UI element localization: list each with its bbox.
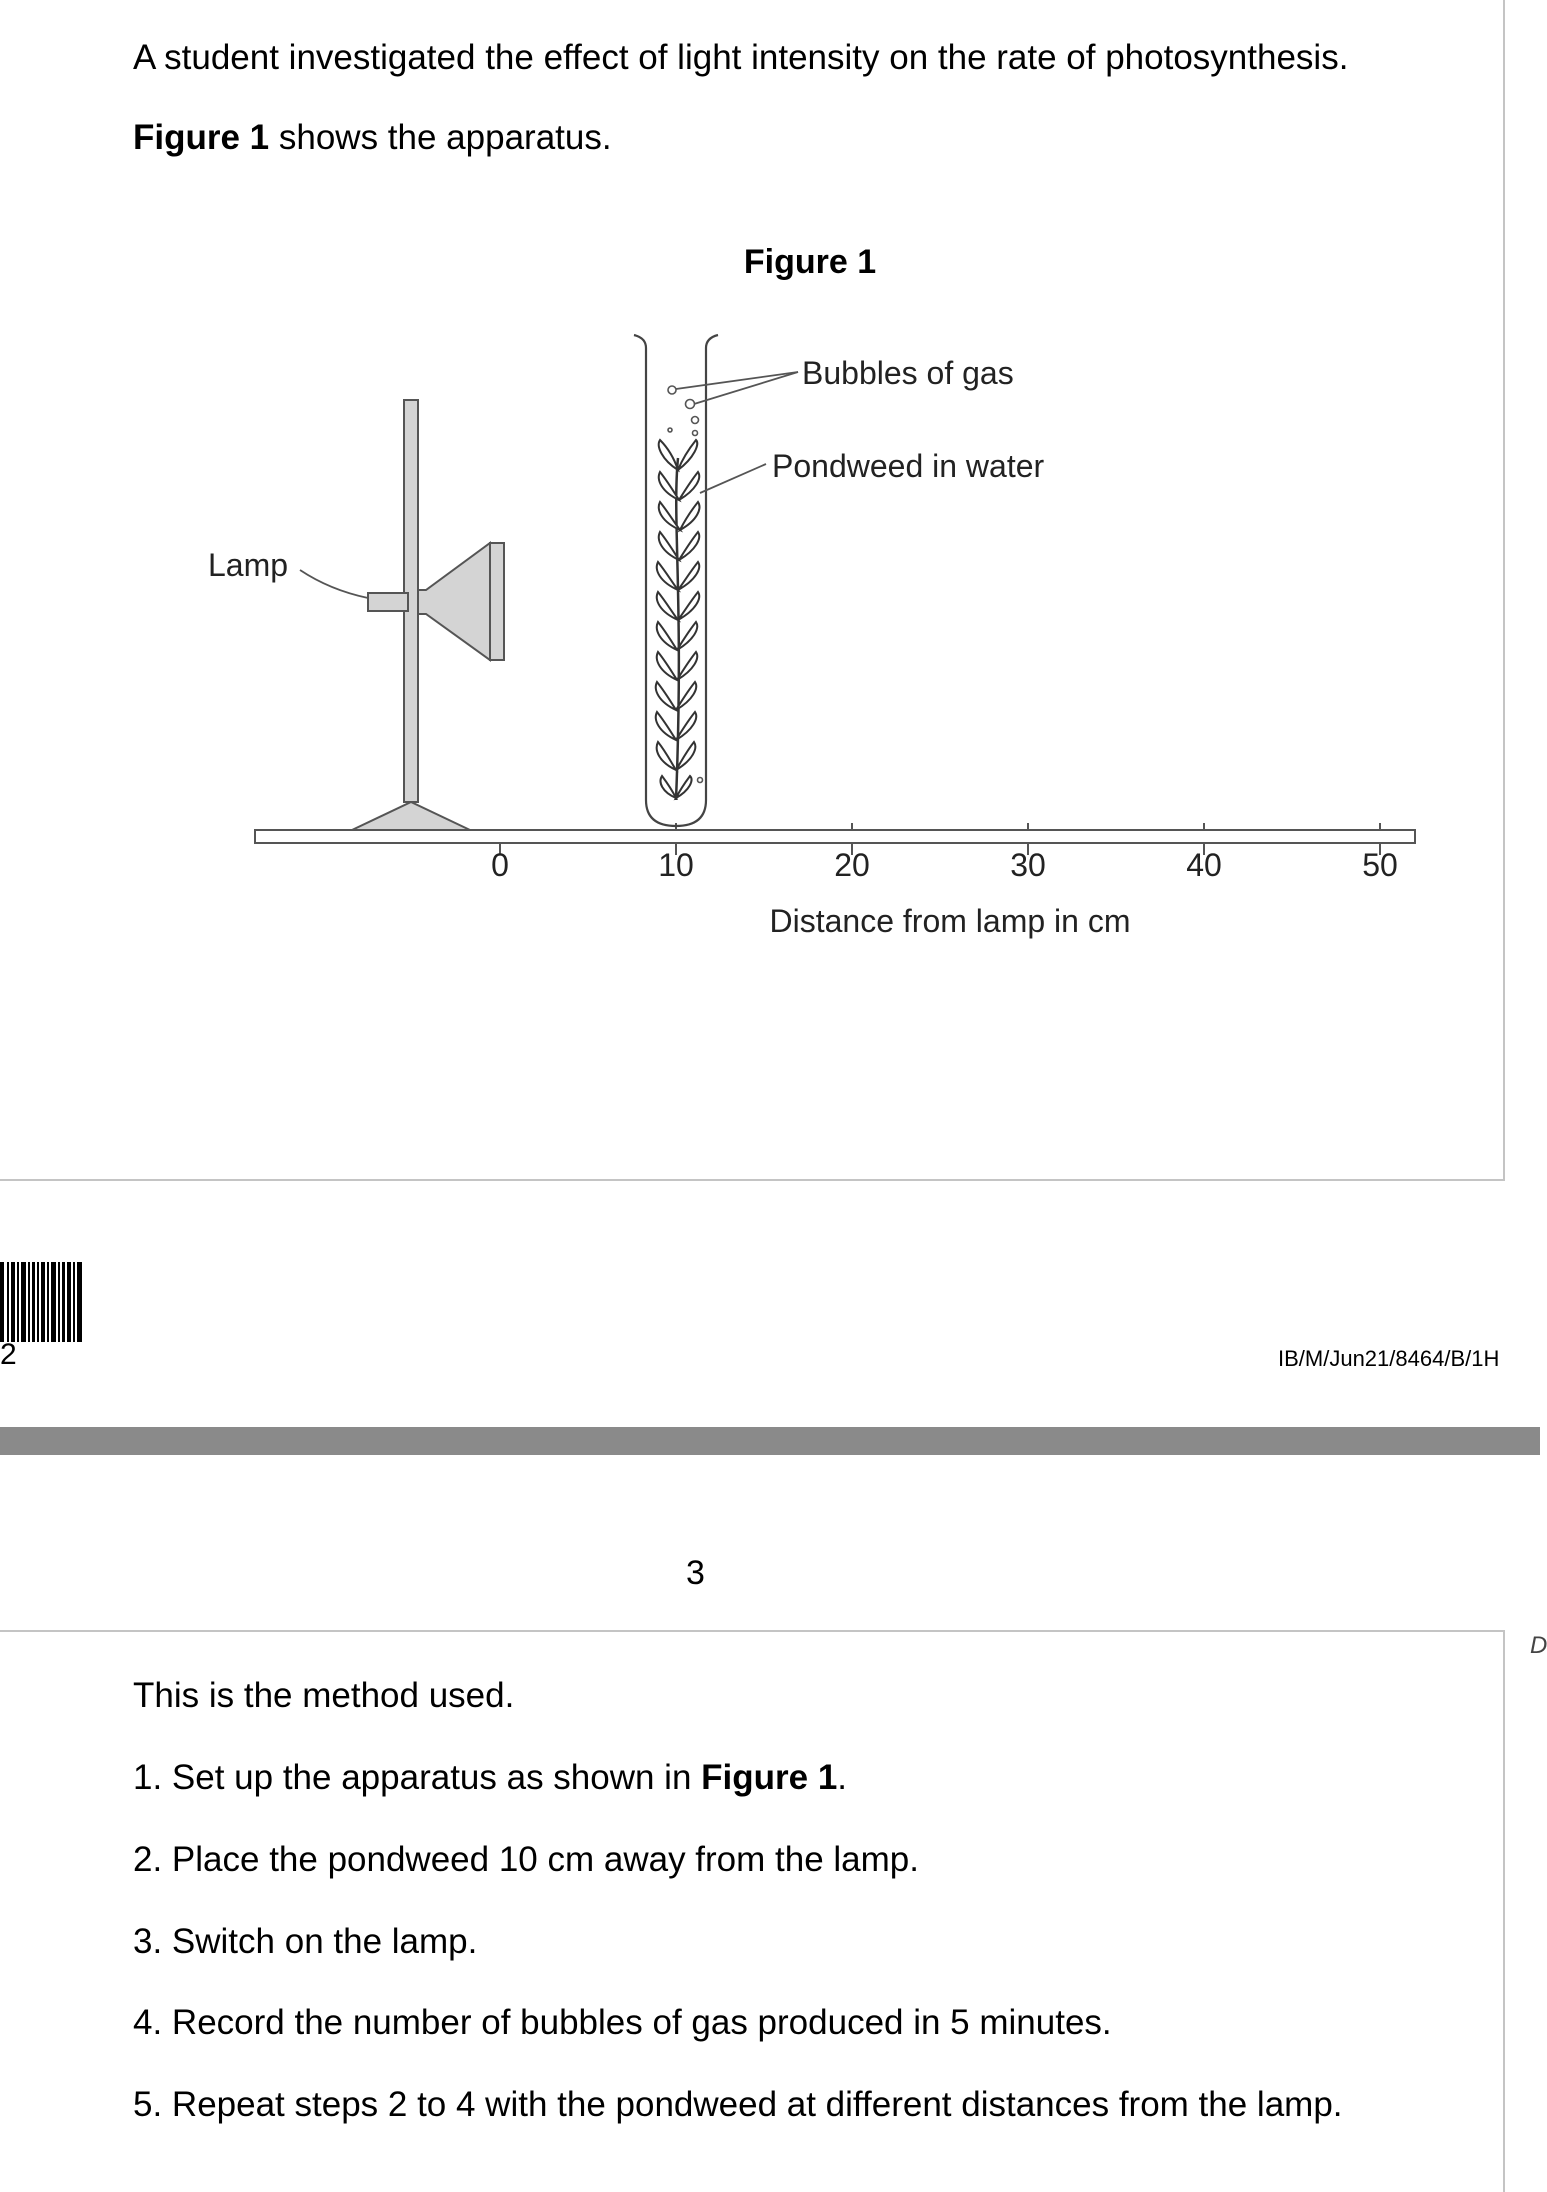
figure-reference-rest: shows the apparatus. [269,118,612,157]
axis-label: Distance from lamp in cm [769,903,1131,939]
intro-text: A student investigated the effect of light intensity on the rate of photosynthesis. [133,38,1349,77]
edge-mark: D [1530,1632,1547,1659]
tick-label-0: 0 [491,847,509,883]
lamp-stand [352,400,504,830]
pondweed [656,440,700,800]
question-box-top-border [0,1630,1505,1632]
tick-label-50: 50 [1362,847,1398,883]
lamp-label: Lamp [208,547,289,583]
method-step-1-text: 1. Set up the apparatus as shown in [133,1758,702,1797]
tick-label-20: 20 [834,847,870,883]
tick-label-40: 40 [1186,847,1222,883]
method-step-1-end: . [837,1758,848,1797]
page-separator [0,1427,1540,1455]
barcode-number: 2 [0,1338,17,1371]
figure-1-diagram [0,220,1500,960]
question-box-right-border [1503,0,1505,1180]
test-tube [634,335,718,826]
tick-label-10: 10 [658,847,694,883]
paper-reference: IB/M/Jun21/8464/B/1H [1278,1346,1500,1371]
method-step-3: 3. Switch on the lamp. [133,1922,478,1961]
tick-label-30: 30 [1010,847,1046,883]
figure-reference-bold: Figure 1 [133,118,270,157]
method-step-1-bold: Figure 1 [701,1758,838,1797]
method-intro: This is the method used. [133,1676,515,1715]
figure-title: Figure 1 [743,243,877,281]
lamp-pointer [300,570,368,598]
method-step-4: 4. Record the number of bubbles of gas produced in 5 minutes. [133,2003,1112,2042]
question-box-right-border-2 [1503,1630,1505,2192]
figure-reference-text [133,118,612,158]
method-step-1 [133,1758,847,1798]
question-box-bottom-border [0,1179,1505,1181]
pondweed-label: Pondweed in water [772,448,1045,484]
page-number: 3 [686,1554,705,1592]
barcode [0,1262,84,1342]
method-step-5: 5. Repeat steps 2 to 4 with the pondweed at different distances from the lamp. [133,2085,1343,2124]
method-step-2: 2. Place the pondweed 10 cm away from the lamp. [133,1840,919,1879]
bubbles-label: Bubbles of gas [802,355,1014,391]
bench-ruler [255,830,1415,843]
